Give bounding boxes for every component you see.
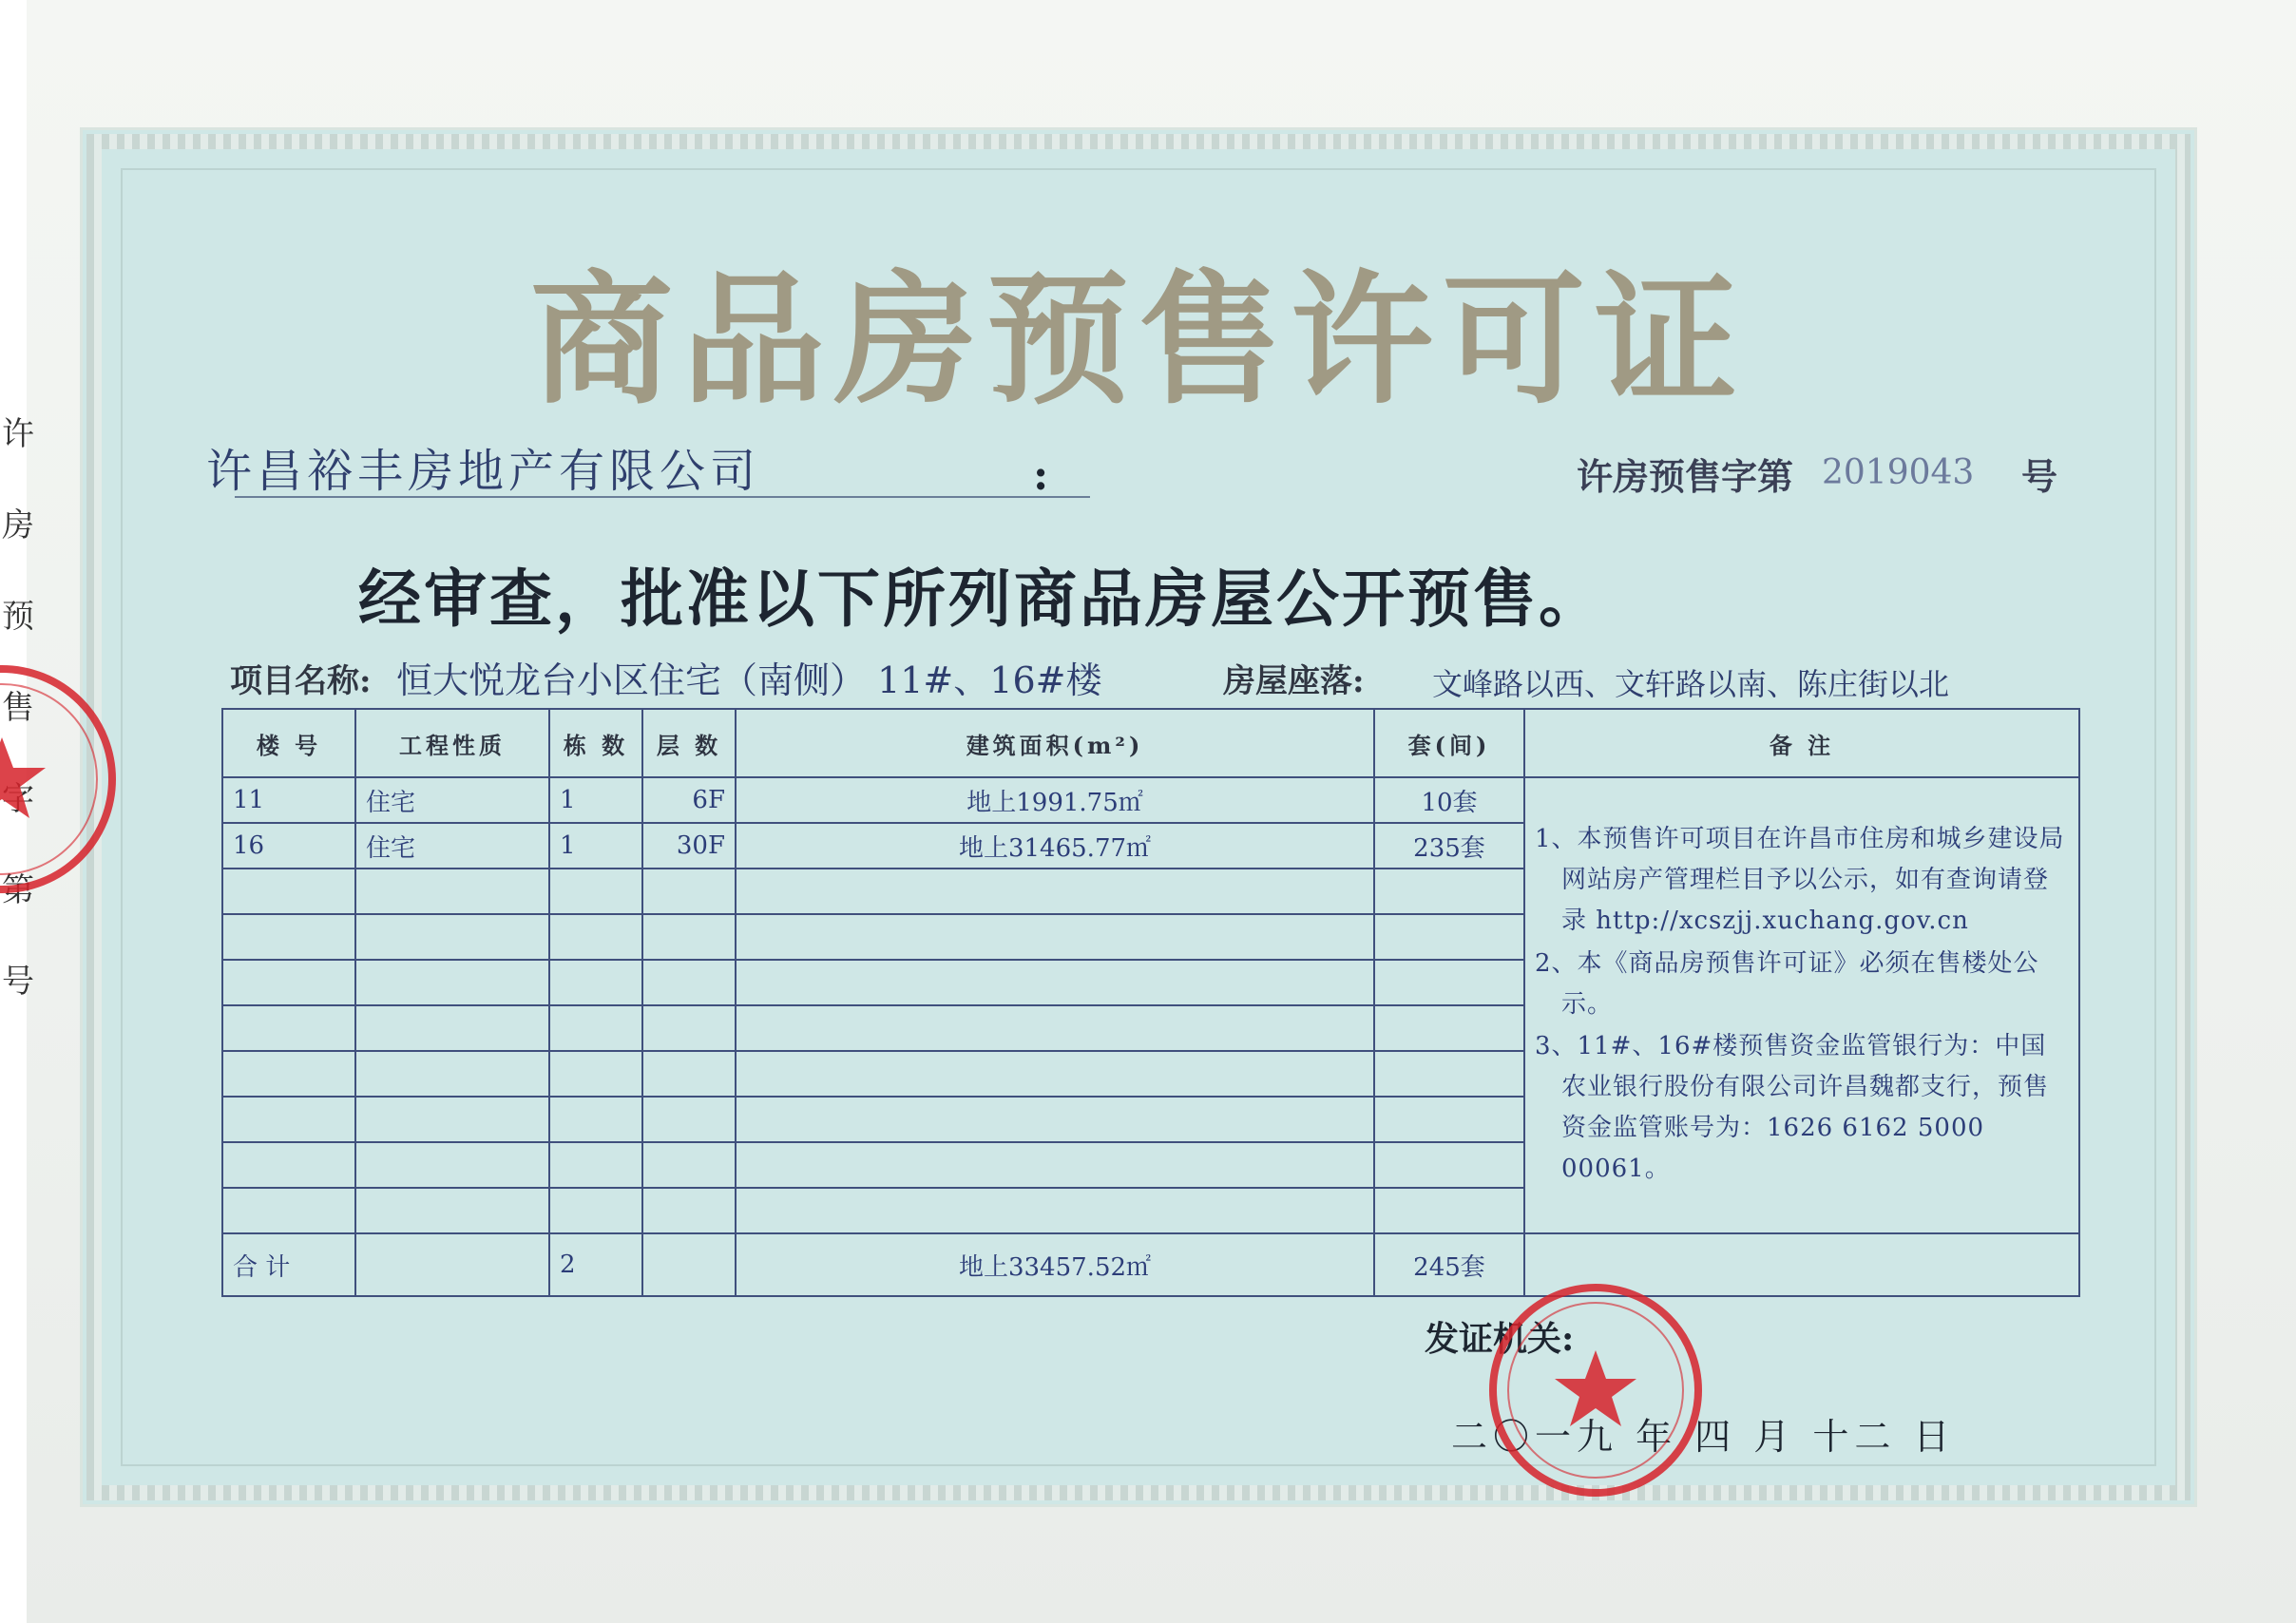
presale-permit-certificate bbox=[80, 127, 2197, 1507]
header-building-no: 楼 号 bbox=[222, 709, 355, 777]
company-colon: : bbox=[1033, 451, 1049, 500]
remark-note: 3、11#、16#楼预售资金监管银行为：中国农业银行股份有限公司许昌魏都支行，预售资金监管账号为：1626 6162 5000 00061。 bbox=[1535, 1032, 2050, 1184]
header-building-count: 栋 数 bbox=[549, 709, 642, 777]
header-floor-count: 层 数 bbox=[642, 709, 736, 777]
company-underline bbox=[235, 496, 1090, 498]
official-seal-icon bbox=[0, 656, 125, 903]
cell-units: 10套 bbox=[1374, 777, 1524, 823]
cell-project-type: 住宅 bbox=[355, 823, 549, 869]
issuing-authority-label: 发证机关: bbox=[1425, 1319, 1575, 1359]
cell-floor-area: 地上31465.77㎡ bbox=[736, 823, 1374, 869]
total-floor-count bbox=[642, 1233, 736, 1296]
permit-number-prefix: 许房预售字第 bbox=[1577, 455, 1794, 498]
project-name-label: 项目名称: bbox=[230, 662, 372, 700]
remark-note: 2、本《商品房预售许可证》必须在售楼处公示。 bbox=[1535, 948, 2039, 1019]
left-char: 房 bbox=[2, 506, 34, 544]
total-units: 245套 bbox=[1374, 1233, 1524, 1296]
issue-date: 二〇一九 年 四 月 十二 日 bbox=[1451, 1416, 1956, 1458]
table-header-row bbox=[222, 709, 2079, 777]
company-name: 许昌裕丰房地产有限公司 bbox=[206, 445, 761, 498]
certificate-title: 商品房预售许可证 bbox=[529, 257, 1747, 424]
units-table bbox=[221, 708, 2080, 1297]
cell-project-type: 住宅 bbox=[355, 777, 549, 823]
cell-units: 235套 bbox=[1374, 823, 1524, 869]
table-row bbox=[222, 777, 2079, 823]
cell-floor-count: 30F bbox=[642, 823, 736, 869]
total-row bbox=[222, 1233, 2079, 1296]
cell-floor-area: 地上1991.75㎡ bbox=[736, 777, 1374, 823]
approval-statement: 经审查，批准以下所列商品房屋公开预售。 bbox=[358, 562, 1604, 636]
left-char: 许 bbox=[2, 415, 34, 453]
location-label: 房屋座落: bbox=[1223, 662, 1365, 700]
permit-number-suffix: 号 bbox=[2021, 455, 2058, 498]
header-floor-area: 建筑面积(m²) bbox=[736, 709, 1374, 777]
total-label: 合 计 bbox=[222, 1233, 355, 1296]
cell-building-no: 16 bbox=[222, 823, 355, 869]
total-project-type bbox=[355, 1233, 549, 1296]
total-floor-area: 地上33457.52㎡ bbox=[736, 1233, 1374, 1296]
remarks-cell bbox=[1524, 777, 2079, 1233]
header-units: 套(间) bbox=[1374, 709, 1524, 777]
remark-note: 1、本预售许可项目在许昌市住房和城乡建设局网站房产管理栏目予以公示，如有查询请登录 http://xcszjj.xuchang.gov.cn bbox=[1535, 824, 2065, 935]
seal-star-icon bbox=[1555, 1350, 1636, 1426]
cell-building-no: 11 bbox=[222, 777, 355, 823]
cell-building-count: 1 bbox=[549, 823, 642, 869]
permit-number: 2019043 bbox=[1822, 453, 1975, 492]
left-char: 售 bbox=[2, 689, 34, 727]
project-name-value: 恒大悦龙台小区住宅（南侧） 11#、16#楼 bbox=[396, 659, 1102, 701]
cell-floor-count: 6F bbox=[642, 777, 736, 823]
left-char: 号 bbox=[2, 963, 34, 1001]
location-value: 文峰路以西、文轩路以南、陈庄街以北 bbox=[1432, 666, 1950, 702]
seal-star-icon bbox=[0, 737, 46, 818]
official-seal-icon bbox=[1482, 1276, 1710, 1504]
cell-building-count: 1 bbox=[549, 777, 642, 823]
header-remarks: 备 注 bbox=[1524, 709, 2079, 777]
total-building-count: 2 bbox=[549, 1233, 642, 1296]
header-project-type: 工程性质 bbox=[355, 709, 549, 777]
left-char: 预 bbox=[2, 598, 34, 636]
left-char: 第 bbox=[2, 871, 34, 909]
